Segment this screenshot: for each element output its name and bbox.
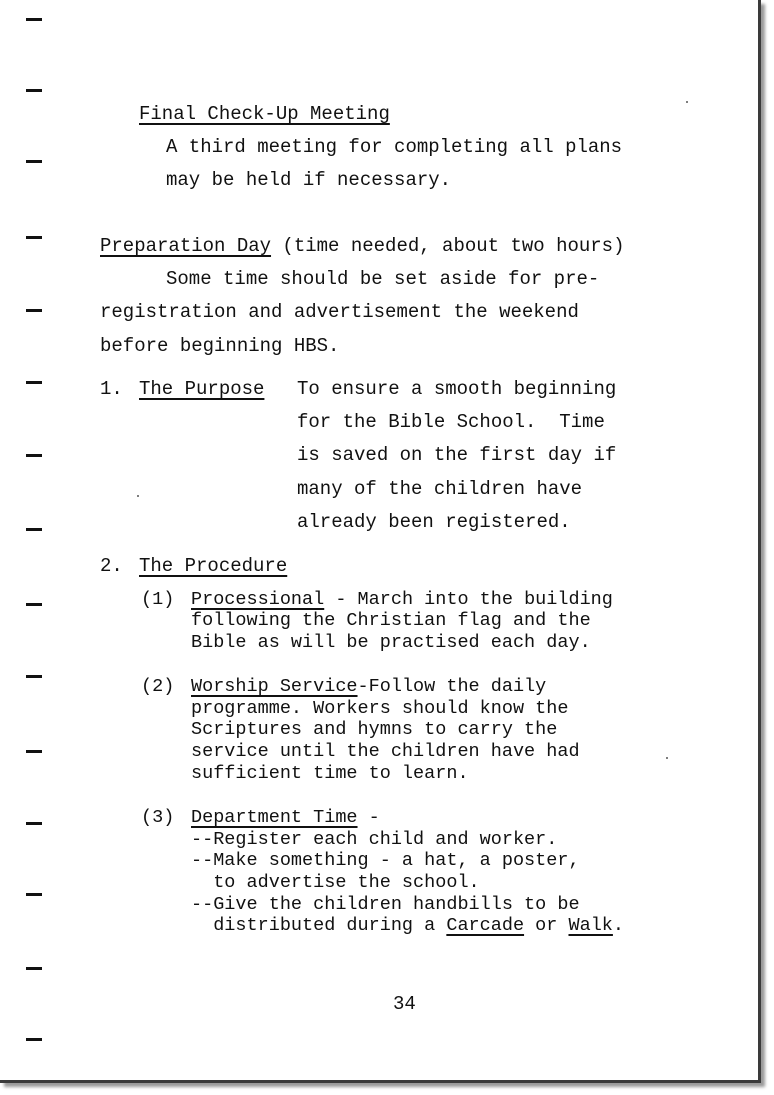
margin-tick [26,1038,42,1041]
prep-day-paragraph-line: registration and advertisement the weekend [100,301,579,323]
dust-speck [666,757,668,759]
department-time-last-line [191,915,624,936]
procedure-item-title-line [191,589,613,610]
purpose-line: many of the children have [297,478,583,500]
worship-service-title-rest: -Follow the daily [357,676,547,697]
margin-tick [26,18,42,21]
prep-day-paragraph-line: before beginning HBS. [100,335,340,357]
margin-tick [26,967,42,970]
department-time-bullet: --Make something - a hat, a poster, [191,850,580,871]
last-line-mid: or [524,915,569,936]
prep-day-heading: Preparation Day [100,235,272,257]
procedure-label: The Procedure [139,555,288,577]
last-line-end: . [612,915,625,936]
walk-word: Walk [568,915,613,936]
procedure-item-line: following the Christian flag and the [191,610,591,631]
margin-tick [26,822,42,825]
margin-tick [26,160,42,163]
department-time-bullet: --Register each child and worker. [191,829,558,850]
dust-speck [137,495,139,497]
carcade-word: Carcade [446,915,525,936]
margin-tick [26,675,42,678]
procedure-item-line: Scriptures and hymns to carry the [191,719,558,740]
procedure-item-title-line [191,676,546,697]
procedure-item-number: (2) [141,676,175,697]
processional-title-rest: - March into the building [324,589,613,610]
purpose-number: 1. [100,378,123,400]
purpose-line: To ensure a smooth beginning [297,378,617,400]
department-time-bullet: --Give the children handbills to be [191,894,580,915]
margin-tick [26,528,42,531]
procedure-item-number: (1) [141,589,175,610]
procedure-item-line: service until the children have had [191,741,580,762]
purpose-line: already been registered. [297,511,571,533]
final-checkup-heading: Final Check-Up Meeting [139,103,390,125]
department-time-bullet: to advertise the school. [191,872,480,893]
prep-day-heading-line [100,235,625,257]
purpose-line: is saved on the first day if [297,444,617,466]
margin-tick [26,236,42,239]
procedure-item-number: (3) [141,807,175,828]
procedure-item-line: Bible as will be practised each day. [191,632,591,653]
margin-tick [26,750,42,753]
prep-day-heading-rest: (time needed, about two hours) [271,235,625,257]
margin-tick [26,89,42,92]
procedure-item-title-line [191,807,380,828]
procedure-item-line: programme. Workers should know the [191,698,569,719]
purpose-line: for the Bible School. Time [297,411,605,433]
processional-title: Processional [191,589,325,610]
page-number: 34 [393,993,416,1015]
prep-day-paragraph-line: Some time should be set aside for pre- [166,268,600,290]
margin-tick [26,381,42,384]
worship-service-title: Worship Service [191,676,358,697]
department-time-title-rest: - [357,807,380,828]
final-checkup-line: may be held if necessary. [166,169,452,191]
procedure-item-line: sufficient time to learn. [191,763,469,784]
last-line-pre: distributed during a [191,915,447,936]
department-time-title: Department Time [191,807,358,828]
margin-tick [26,603,42,606]
margin-tick [26,454,42,457]
procedure-number: 2. [100,555,123,577]
purpose-label: The Purpose [139,378,265,400]
final-checkup-line: A third meeting for completing all plans [166,136,623,158]
margin-tick [26,309,42,312]
margin-tick [26,893,42,896]
dust-speck [686,101,688,103]
